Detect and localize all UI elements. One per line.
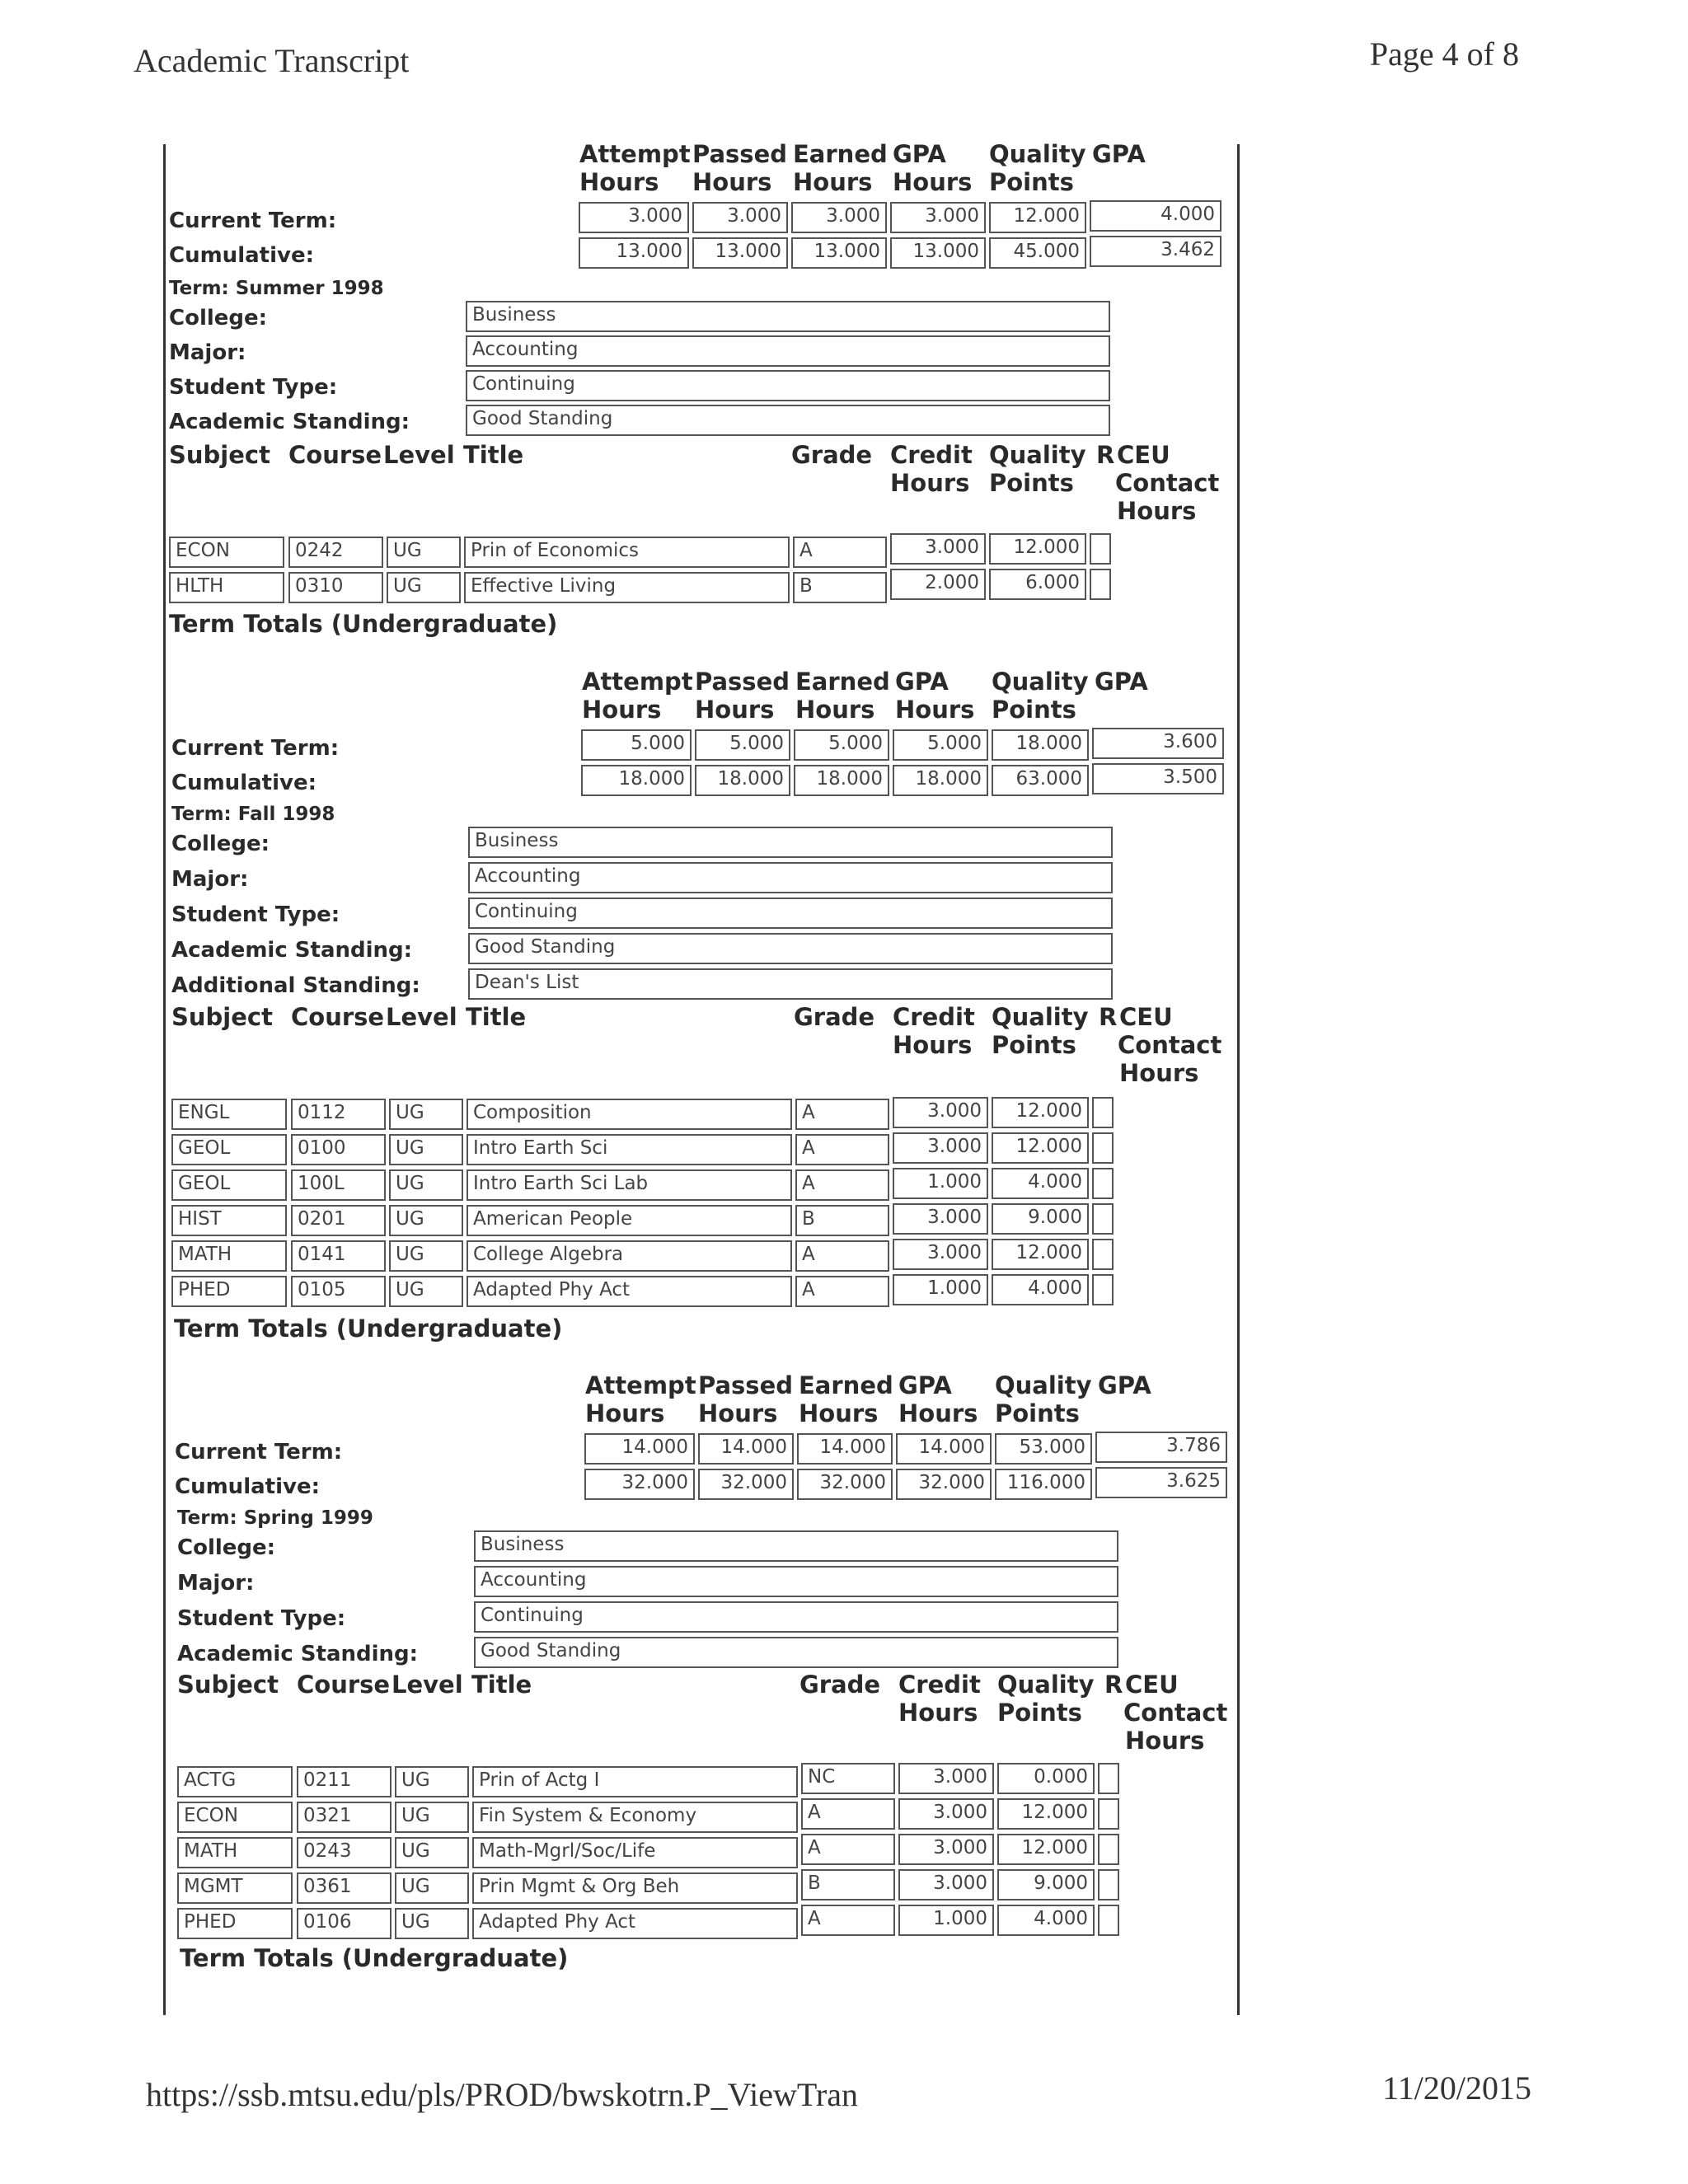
academic-standing-label: Academic Standing: [171,938,413,963]
cumulative-earned-hours: 18.000 [794,765,889,796]
course-credit-hours: 3.000 [890,533,986,565]
course-row [169,537,1232,569]
course-quality-points: 9.000 [992,1203,1089,1235]
cumulative-quality-points: 116.000 [995,1469,1092,1500]
course-row [177,1908,1240,1941]
current-earned-hours: 3.000 [791,202,887,233]
course-level: UG [389,1205,463,1236]
col-header-quality-points: Quality Points [992,1003,1089,1059]
col-header-level: Level [383,441,455,469]
major-label: Major: [171,867,249,892]
current-earned-hours: 5.000 [794,729,889,761]
college-field: Business [468,827,1113,858]
term-label: Term: Spring 1999 [177,1507,373,1529]
col-header-grade: Grade [794,1003,875,1031]
term-spring-1999 [177,1506,1240,2000]
col-header-course: Course [291,1003,385,1031]
course-r-flag [1098,1869,1119,1900]
course-grade: A [795,1099,889,1130]
course-credit-hours: 3.000 [898,1834,994,1865]
course-row [171,1134,1235,1167]
course-quality-points: 4.000 [992,1168,1089,1199]
cumulative-quality-points: 45.000 [989,237,1086,269]
student-type-label: Student Type: [169,375,338,400]
current-attempt-hours: 3.000 [579,202,689,233]
course-grade: B [795,1205,889,1236]
current-term-label: Current Term: [169,209,337,233]
col-header-gpa-hours: GPA Hours [893,140,973,196]
cumulative-quality-points: 63.000 [992,765,1089,796]
course-grade: A [795,1134,889,1165]
col-header-subject: Subject [171,1003,273,1031]
course-level: UG [389,1134,463,1165]
additional-standing-field: Dean's List [468,968,1113,1000]
course-title: Prin of Economics [464,537,790,568]
course-r-flag [1098,1763,1119,1794]
course-title: Fin System & Economy [472,1802,798,1833]
major-label: Major: [177,1571,255,1596]
course-level: UG [395,1802,469,1833]
course-row [177,1872,1240,1905]
cumulative-passed-hours: 18.000 [695,765,790,796]
course-title: Prin Mgmt & Org Beh [472,1872,798,1904]
course-grade: B [801,1869,895,1900]
major-field: Accounting [474,1566,1118,1597]
col-header-credit-hours: Credit Hours [890,441,973,497]
col-header-subject: Subject [177,1671,279,1699]
col-header-course: Course [297,1671,391,1699]
col-header-gpa-hours: GPA Hours [895,668,975,724]
major-field: Accounting [466,335,1110,367]
cumulative-earned-hours: 13.000 [791,237,887,269]
course-row [171,1169,1235,1202]
course-r-flag [1098,1834,1119,1865]
course-grade: A [801,1834,895,1865]
student-type-label: Student Type: [171,902,340,927]
col-header-gpa: GPA [1095,668,1148,696]
course-number: 0106 [297,1908,392,1939]
current-gpa-hours: 3.000 [890,202,986,233]
col-header-quality-points: Quality Points [997,1671,1095,1727]
academic-standing-label: Academic Standing: [177,1642,419,1666]
course-r-flag [1092,1132,1114,1164]
course-r-flag [1092,1168,1114,1199]
term-label: Term: Fall 1998 [171,804,335,825]
college-field: Business [474,1530,1118,1562]
course-subject: HIST [171,1205,287,1236]
course-credit-hours: 3.000 [898,1798,994,1830]
course-grade: A [795,1240,889,1272]
course-number: 0211 [297,1766,392,1797]
course-quality-points: 4.000 [997,1905,1095,1936]
course-number: 0361 [297,1872,392,1904]
course-r-flag [1098,1798,1119,1830]
course-subject: ECON [169,537,284,568]
col-header-subject: Subject [169,441,270,469]
course-subject: ECON [177,1802,293,1833]
course-number: 0112 [291,1099,386,1130]
course-level: UG [387,537,461,568]
cumulative-gpa: 3.462 [1090,236,1221,267]
course-quality-points: 12.000 [997,1834,1095,1865]
footer-url: https://ssb.mtsu.edu/pls/PROD/bwskotrn.P_ViewTran [146,2076,859,2113]
col-header-ceu-contact-hours: CEU Contact Hours [1115,441,1220,525]
course-level: UG [395,1837,469,1868]
cumulative-gpa-hours: 32.000 [896,1469,992,1500]
course-subject: MATH [177,1837,293,1868]
course-credit-hours: 3.000 [893,1132,988,1164]
course-subject: GEOL [171,1169,287,1201]
course-row [171,1205,1235,1238]
col-header-level: Level [386,1003,457,1031]
current-earned-hours: 14.000 [797,1433,893,1465]
course-level: UG [389,1276,463,1307]
course-row [177,1766,1240,1799]
course-number: 0100 [291,1134,386,1165]
course-subject: ENGL [171,1099,287,1130]
student-type-field: Continuing [466,370,1110,401]
cumulative-attempt-hours: 18.000 [581,765,692,796]
term-summer-1998 [169,276,1232,663]
course-title: American People [467,1205,792,1236]
col-header-title: Title [466,1003,527,1031]
col-header-course: Course [288,441,382,469]
academic-standing-field: Good Standing [468,933,1113,964]
student-type-field: Continuing [474,1601,1118,1633]
course-title: Intro Earth Sci [467,1134,792,1165]
course-title: Adapted Phy Act [472,1908,798,1939]
col-header-passed-hours: Passed Hours [698,1371,793,1427]
course-subject: HLTH [169,572,284,603]
college-field: Business [466,301,1110,332]
course-grade: A [801,1798,895,1830]
academic-standing-field: Good Standing [474,1637,1118,1668]
cumulative-earned-hours: 32.000 [797,1469,893,1500]
course-grade: NC [801,1763,895,1794]
course-number: 0105 [291,1276,386,1307]
current-passed-hours: 3.000 [692,202,788,233]
course-title: Adapted Phy Act [467,1276,792,1307]
course-credit-hours: 3.000 [893,1239,988,1270]
col-header-earned-hours: Earned Hours [793,140,888,196]
current-term-label: Current Term: [171,736,340,761]
col-header-ceu-contact-hours: CEU Contact Hours [1123,1671,1228,1755]
course-level: UG [395,1872,469,1904]
course-grade: B [793,572,887,603]
col-header-title: Title [471,1671,532,1699]
current-attempt-hours: 5.000 [581,729,692,761]
major-label: Major: [169,340,246,365]
totals-block [169,136,1232,268]
course-level: UG [389,1099,463,1130]
course-subject: GEOL [171,1134,287,1165]
course-row [177,1837,1240,1870]
course-grade: A [801,1905,895,1936]
col-header-r: R [1096,441,1115,469]
course-number: 100L [291,1169,386,1201]
course-grade: A [795,1276,889,1307]
course-credit-hours: 3.000 [893,1203,988,1235]
student-type-field: Continuing [468,898,1113,929]
college-label: College: [171,832,270,856]
course-r-flag [1092,1239,1114,1270]
cumulative-gpa-hours: 13.000 [890,237,986,269]
course-quality-points: 12.000 [997,1798,1095,1830]
course-level: UG [389,1240,463,1272]
current-term-label: Current Term: [175,1440,343,1465]
course-title: Composition [467,1099,792,1130]
col-header-attempt-hours: Attempt Hours [585,1371,696,1427]
college-label: College: [169,306,268,330]
col-header-earned-hours: Earned Hours [799,1371,893,1427]
course-credit-hours: 3.000 [893,1097,988,1128]
course-r-flag [1090,569,1111,600]
course-r-flag [1098,1905,1119,1936]
totals-block [171,663,1235,795]
current-attempt-hours: 14.000 [584,1433,695,1465]
course-quality-points: 0.000 [997,1763,1095,1794]
col-header-gpa: GPA [1092,140,1146,168]
cumulative-attempt-hours: 32.000 [584,1469,695,1500]
academic-standing-field: Good Standing [466,405,1110,436]
course-row [171,1240,1235,1273]
course-number: 0242 [288,537,383,568]
col-header-quality-points: Quality Points [989,441,1086,497]
term-totals-heading: Term Totals (Undergraduate) [174,1315,563,1343]
col-header-r: R [1099,1003,1118,1031]
col-header-grade: Grade [791,441,873,469]
page-number: Page 4 of 8 [1369,35,1519,73]
course-subject: ACTG [177,1766,293,1797]
course-level: UG [395,1766,469,1797]
col-header-title: Title [463,441,524,469]
course-title: Prin of Actg I [472,1766,798,1797]
course-r-flag [1092,1203,1114,1235]
col-header-passed-hours: Passed Hours [692,140,787,196]
col-header-r: R [1104,1671,1123,1699]
col-header-passed-hours: Passed Hours [695,668,790,724]
col-header-ceu-contact-hours: CEU Contact Hours [1118,1003,1222,1087]
course-quality-points: 12.000 [992,1097,1089,1128]
cumulative-label: Cumulative: [169,243,314,268]
current-gpa: 3.786 [1095,1432,1227,1463]
course-credit-hours: 3.000 [898,1763,994,1794]
course-row [171,1099,1235,1132]
course-quality-points: 12.000 [992,1239,1089,1270]
course-grade: A [795,1169,889,1201]
current-gpa-hours: 14.000 [896,1433,992,1465]
cumulative-label: Cumulative: [171,771,316,795]
course-credit-hours: 1.000 [893,1168,988,1199]
term-totals-heading: Term Totals (Undergraduate) [169,610,558,638]
course-level: UG [395,1908,469,1939]
course-quality-points: 4.000 [992,1274,1089,1305]
term-totals-heading: Term Totals (Undergraduate) [180,1944,569,1972]
course-number: 0201 [291,1205,386,1236]
course-credit-hours: 2.000 [890,569,986,600]
course-subject: PHED [171,1276,287,1307]
course-row [169,572,1232,605]
course-credit-hours: 1.000 [893,1274,988,1305]
current-quality-points: 53.000 [995,1433,1092,1465]
course-quality-points: 6.000 [989,569,1086,600]
col-header-quality-points: Quality Points [995,1371,1092,1427]
course-quality-points: 9.000 [997,1869,1095,1900]
cumulative-passed-hours: 13.000 [692,237,788,269]
current-gpa: 3.600 [1092,728,1224,759]
course-quality-points: 12.000 [992,1132,1089,1164]
course-title: College Algebra [467,1240,792,1272]
course-row [171,1276,1235,1309]
course-grade: A [793,537,887,568]
course-row [177,1802,1240,1835]
course-quality-points: 12.000 [989,533,1086,565]
course-subject: PHED [177,1908,293,1939]
col-header-attempt-hours: Attempt Hours [579,140,691,196]
cumulative-attempt-hours: 13.000 [579,237,689,269]
course-number: 0141 [291,1240,386,1272]
current-quality-points: 12.000 [989,202,1086,233]
term-label: Term: Summer 1998 [169,278,384,299]
cumulative-gpa: 3.500 [1092,763,1224,794]
col-header-gpa-hours: GPA Hours [898,1371,978,1427]
course-number: 0321 [297,1802,392,1833]
col-header-quality-points: Quality Points [992,668,1089,724]
footer-date: 11/20/2015 [1382,2069,1531,2107]
course-title: Effective Living [464,572,790,603]
col-header-credit-hours: Credit Hours [898,1671,981,1727]
col-header-quality-points: Quality Points [989,140,1086,196]
current-gpa: 4.000 [1090,200,1221,232]
col-header-grade: Grade [799,1671,881,1699]
cumulative-label: Cumulative: [175,1474,320,1499]
current-passed-hours: 14.000 [698,1433,794,1465]
course-title: Math-Mgrl/Soc/Life [472,1837,798,1868]
course-level: UG [387,572,461,603]
course-credit-hours: 3.000 [898,1869,994,1900]
course-title: Intro Earth Sci Lab [467,1169,792,1201]
col-header-credit-hours: Credit Hours [893,1003,975,1059]
course-r-flag [1090,533,1111,565]
cumulative-gpa: 3.625 [1095,1467,1227,1498]
college-label: College: [177,1535,276,1560]
col-header-earned-hours: Earned Hours [795,668,890,724]
course-number: 0310 [288,572,383,603]
course-r-flag [1092,1097,1114,1128]
totals-block [175,1367,1238,1499]
course-credit-hours: 1.000 [898,1905,994,1936]
col-header-attempt-hours: Attempt Hours [582,668,693,724]
additional-standing-label: Additional Standing: [171,973,420,998]
course-number: 0243 [297,1837,392,1868]
academic-standing-label: Academic Standing: [169,410,410,434]
current-gpa-hours: 5.000 [893,729,988,761]
major-field: Accounting [468,862,1113,893]
col-header-gpa: GPA [1098,1371,1151,1399]
course-r-flag [1092,1274,1114,1305]
course-subject: MATH [171,1240,287,1272]
cumulative-passed-hours: 32.000 [698,1469,794,1500]
current-passed-hours: 5.000 [695,729,790,761]
col-header-level: Level [392,1671,463,1699]
cumulative-gpa-hours: 18.000 [893,765,988,796]
document-title: Academic Transcript [134,42,410,79]
course-level: UG [389,1169,463,1201]
course-subject: MGMT [177,1872,293,1904]
student-type-label: Student Type: [177,1606,346,1631]
current-quality-points: 18.000 [992,729,1089,761]
